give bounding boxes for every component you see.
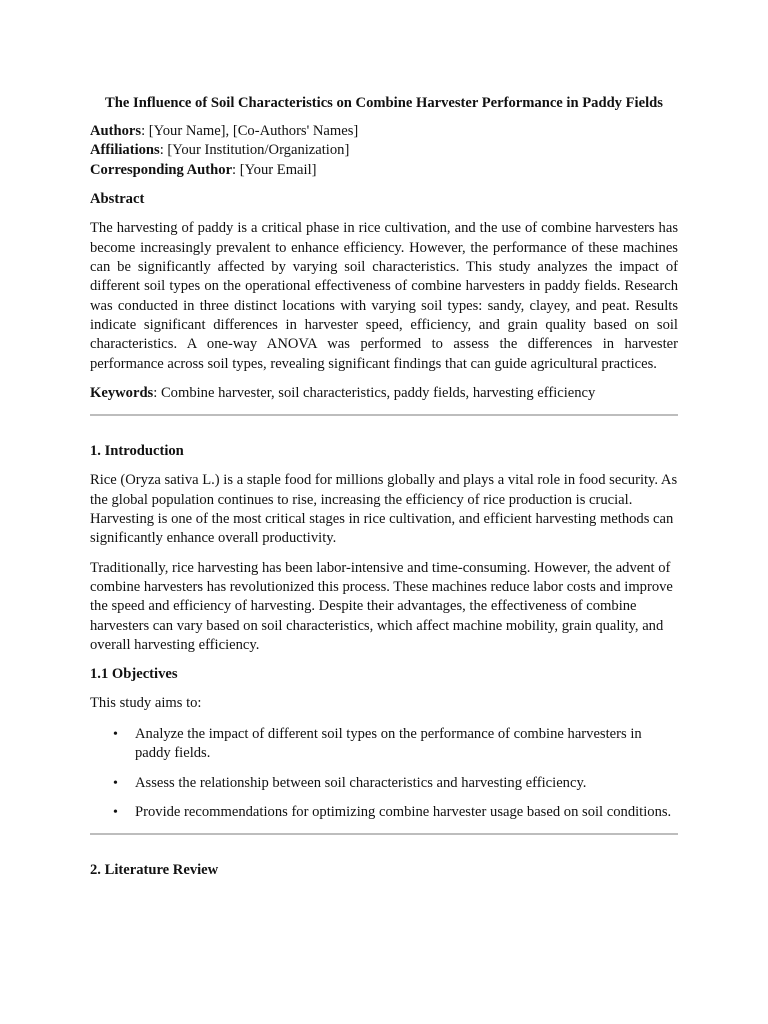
objectives-intro: This study aims to: bbox=[90, 695, 202, 712]
corresponding-author-value: : [Your Email] bbox=[232, 161, 317, 178]
bullet-icon: • bbox=[113, 804, 118, 820]
document-page bbox=[90, 93, 678, 880]
keywords-label: Keywords bbox=[90, 384, 154, 401]
authors-line bbox=[90, 122, 678, 141]
affiliations-value: : [Your Institution/Organization] bbox=[159, 142, 350, 159]
keywords-value: : Combine harvester, soil characteristics, paddy fields, harvesting efficiency bbox=[153, 384, 596, 401]
list-item-text: Provide recommendations for optimizing combine harvester usage based on soil conditions. bbox=[135, 803, 672, 820]
authors-value: : [Your Name], [Co-Authors' Names] bbox=[141, 123, 359, 139]
authors-label: Authors bbox=[90, 123, 142, 139]
list-item-text: Assess the relationship between soil characteristics and harvesting efficiency. bbox=[135, 774, 587, 791]
section-divider bbox=[90, 414, 678, 416]
corresponding-author-label: Corresponding Author bbox=[90, 161, 233, 178]
affiliations-line bbox=[90, 141, 678, 160]
introduction-paragraph: Rice (Oryza sativa L.) is a staple food for millions globally and plays a vital role in food security. As the global population continues to rise, increasing the efficiency of rice production is crucial. Harvesting is one of the most critical stages in rice cultivation, and efficient harvesting methods can significantly enhance overall productivity. bbox=[90, 472, 678, 547]
corresponding-author-line bbox=[90, 161, 678, 180]
keywords-line bbox=[90, 384, 678, 403]
literature-review-heading: 2. Literature Review bbox=[90, 862, 219, 879]
bullet-icon: • bbox=[113, 726, 118, 742]
list-item bbox=[90, 774, 678, 793]
abstract-heading: Abstract bbox=[90, 191, 145, 208]
affiliations-label: Affiliations bbox=[90, 142, 160, 159]
list-item-text: Analyze the impact of different soil types on the performance of combine harvesters in paddy fields. bbox=[135, 725, 642, 762]
introduction-heading: 1. Introduction bbox=[90, 443, 184, 460]
section-divider bbox=[90, 833, 678, 835]
abstract-text: The harvesting of paddy is a critical phase in rice cultivation, and the use of combine harvesters has become increasingly prevalent to enhance efficiency. However, the performance of these machines can be significantly affected by varying soil characteristics. This study analyzes the impact of different soil types on the operational effectiveness of combine harvesters in paddy fields. Research was conducted in three distinct locations with varying soil types: sandy, clayey, and peat. Results indicate significant differences in harvester speed, efficiency, and grain quality based on soil characteristics. A one-way ANOVA was performed to assess the differences in harvester performance across soil types, revealing significant findings that can guide agricultural practices. bbox=[90, 220, 678, 372]
list-item bbox=[90, 725, 678, 764]
objectives-heading: 1.1 Objectives bbox=[90, 666, 178, 683]
objectives-list bbox=[90, 725, 678, 822]
list-item bbox=[90, 803, 678, 822]
introduction-paragraph: Traditionally, rice harvesting has been labor-intensive and time-consuming. However, the advent of combine harvesters has revolutionized this process. These machines reduce labor costs and improve the speed and efficiency of harvesting. Despite their advantages, the effectiveness of combine harvesters can vary based on soil characteristics, which affect machine mobility, grain quality, and overall harvesting efficiency. bbox=[90, 559, 673, 654]
bullet-icon: • bbox=[113, 775, 118, 791]
paper-title: The Influence of Soil Characteristics on Combine Harvester Performance in Paddy Fields bbox=[105, 95, 663, 111]
